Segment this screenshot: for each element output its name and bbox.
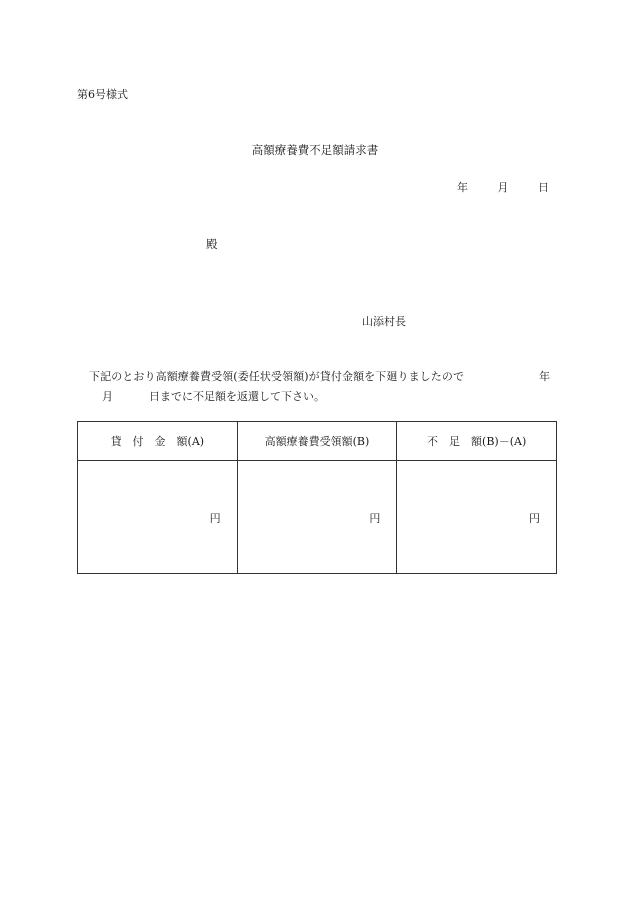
- cell-loan-amount: [78, 461, 238, 574]
- header-received-amount: 高額療養費受領額(B): [237, 422, 397, 461]
- date-line: [457, 179, 549, 195]
- addressee-suffix: 殿: [206, 237, 218, 251]
- form-number: 第6号様式: [77, 88, 128, 101]
- header-shortfall-amount: 不 足 額(B)－(A): [397, 422, 557, 461]
- cell-received-amount: [237, 461, 397, 574]
- unit-yen: 円: [209, 512, 221, 525]
- table-header-row: [78, 422, 557, 461]
- date-year-label: 年: [457, 181, 468, 194]
- unit-yen: 円: [529, 512, 540, 525]
- header-loan-amount: 貸 付 金 額(A): [78, 422, 238, 461]
- body-text-line-2-rest: 日までに不足額を返還して下さい。: [149, 390, 325, 403]
- table-row: [78, 461, 557, 574]
- body-text-line-1: 下記のとおり高額療養費受領(委任状受領額)が貸付金額を下廻りましたので: [89, 370, 465, 383]
- cell-shortfall-amount: [397, 461, 557, 574]
- amount-table: [77, 421, 557, 574]
- body-text-line-2: [102, 388, 325, 404]
- body-year-label: 年: [539, 370, 550, 383]
- issuer-name: 山添村長: [362, 315, 406, 328]
- document-title: 高額療養費不足額請求書: [251, 143, 379, 157]
- date-day-label: 日: [538, 181, 549, 194]
- date-month-label: 月: [497, 181, 509, 194]
- body-month-label: 月: [102, 390, 113, 403]
- unit-yen: 円: [369, 512, 381, 525]
